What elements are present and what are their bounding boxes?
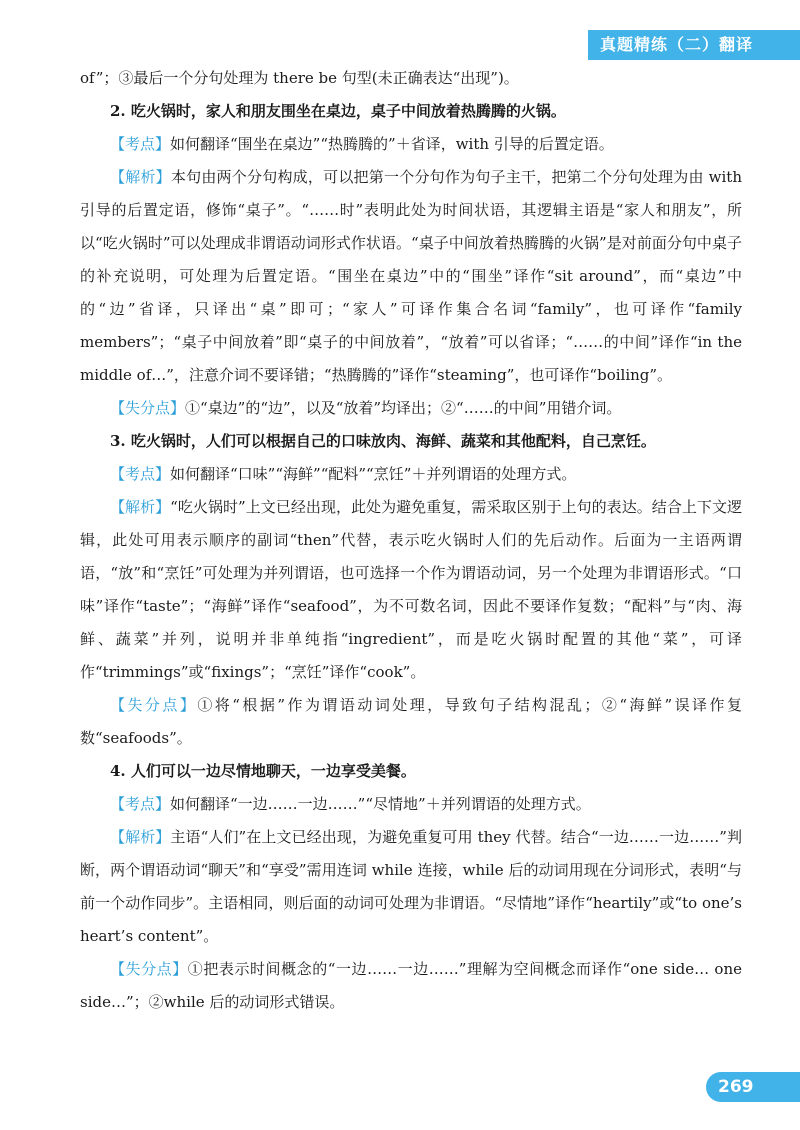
paragraph-kaodian [80, 788, 742, 821]
tag-label: 【解析】 [110, 828, 171, 846]
paragraph-kaodian [80, 128, 742, 161]
question-2 [80, 95, 742, 128]
tag-label: 【解析】 [110, 168, 171, 186]
paragraph-text: ①将“根据”作为谓语动词处理，导致句子结构混乱；②“海鲜”误译作复数“seafoods”。 [80, 696, 742, 747]
paragraph-kaodian [80, 458, 742, 491]
paragraph-text: 主语“人们”在上文已经出现，为避免重复可用 they 代替。结合“一边……一边……”判断，两个谓语动词“聊天”和“享受”需用连词 while 连接，while 后的动词用现在分词形式，表明“与前一个动作同步”。主语相同，则后面的动词可处理为非谓语。“尽情地”译作“heartily”或“to one’s heart’s content”。 [80, 828, 742, 945]
paragraph [80, 62, 742, 95]
tag-label: 【失分点】 [110, 399, 186, 417]
paragraph-jiexi [80, 161, 742, 392]
question-4 [80, 755, 742, 788]
page-content [80, 62, 742, 1019]
paragraph-shifendian [80, 953, 742, 1019]
question-3 [80, 425, 742, 458]
tag-label: 【解析】 [110, 498, 171, 516]
paragraph-text: ①把表示时间概念的“一边……一边……”理解为空间概念而译作“one side… one side…”；②while 后的动词形式错误。 [80, 960, 742, 1011]
question-text: 4. 人们可以一边尽情地聊天，一边享受美餐。 [110, 762, 416, 780]
tag-label: 【失分点】 [110, 696, 198, 714]
tag-label: 【考点】 [110, 465, 171, 483]
header-title: 真题精练（二）翻译 [588, 30, 800, 60]
question-text: 2. 吃火锅时，家人和朋友围坐在桌边，桌子中间放着热腾腾的火锅。 [110, 102, 566, 120]
paragraph-text: 如何翻译“围坐在桌边”“热腾腾的”＋省译，with 引导的后置定语。 [170, 135, 614, 153]
paragraph-text: of”；③最后一个分句处理为 there be 句型(未正确表达“出现”)。 [80, 69, 519, 87]
paragraph-text: 如何翻译“一边……一边……”“尽情地”＋并列谓语的处理方式。 [170, 795, 591, 813]
tag-label: 【考点】 [110, 135, 171, 153]
tag-label: 【失分点】 [110, 960, 188, 978]
question-text: 3. 吃火锅时，人们可以根据自己的口味放肉、海鲜、蔬菜和其他配料，自己烹饪。 [110, 432, 656, 450]
paragraph-jiexi [80, 821, 742, 953]
paragraph-jiexi [80, 491, 742, 689]
tag-label: 【考点】 [110, 795, 171, 813]
paragraph-text: “吃火锅时”上文已经出现，此处为避免重复，需采取区别于上句的表达。结合上下文逻辑，此处可用表示顺序的副词“then”代替，表示吃火锅时人们的先后动作。后面为一主语两谓语，“放”和“烹饪”可处理为并列谓语，也可选择一个作为谓语动词，另一个处理为非谓语形式。“口味”译作“taste”；“海鲜”译作“seafood”，为不可数名词，因此不要译作复数；“配料”与“肉、海鲜、蔬菜”并列，说明并非单纯指“ingredient”，而是吃火锅时配置的其他“菜”，可译作“trimmings”或“fixings”；“烹饪”译作“cook”。 [80, 498, 742, 681]
paragraph-text: ①“桌边”的“边”，以及“放着”均译出；②“……的中间”用错介词。 [185, 399, 622, 417]
paragraph-shifendian [80, 689, 742, 755]
paragraph-text: 本句由两个分句构成，可以把第一个分句作为句子主干，把第二个分句处理为由 with 引导的后置定语，修饰“桌子”。“……时”表明此处为时间状语，其逻辑主语是“家人和朋友”，所以“吃火锅时”可以处理成非谓语动词形式作状语。“桌子中间放着热腾腾的火锅”是对前面分句中桌子的补充说明，可处理为后置定语。“围坐在桌边”中的“围坐”译作“sit around”，而“桌边”中的“边”省译，只译出“桌”即可；“家人”可译作集合名词“family”，也可译作“family members”；“桌子中间放着”即“桌子的中间放着”，“放着”可以省译；“……的中间”译作“in the middle of…”，注意介词不要译错；“热腾腾的”译作“steaming”，也可译作“boiling”。 [80, 168, 742, 384]
paragraph-text: 如何翻译“口味”“海鲜”“配料”“烹饪”＋并列谓语的处理方式。 [170, 465, 577, 483]
page-number: 269 [706, 1072, 800, 1102]
paragraph-shifendian [80, 392, 742, 425]
